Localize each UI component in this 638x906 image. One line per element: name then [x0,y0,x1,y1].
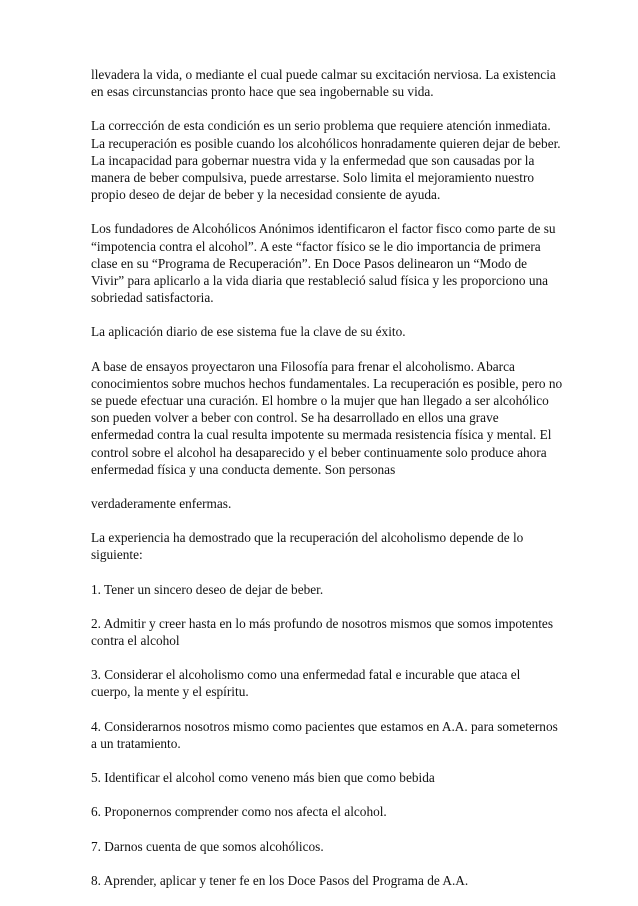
paragraph [91,769,561,786]
text-line: conocimientos sobre muchos hechos fundamentales. La recuperación es posible, pero no [91,375,563,391]
text-line: se puede efectuar una curación. El hombre o la mujer que han llegado a ser alcohólico [91,393,549,409]
paragraph [91,117,561,203]
text-line: cuerpo, la mente y el espíritu. [91,684,249,700]
paragraph [91,872,561,889]
paragraph [91,803,561,820]
text-line: manera de beber compulsiva, puede arrestarse. Solo limita el mejoramiento nuestro [91,170,535,186]
paragraph [91,495,561,512]
paragraph [91,666,561,700]
text-line: La recuperación es posible cuando los alcohólicos honradamente quieren dejar de beber. [91,135,561,151]
paragraph [91,323,561,340]
text-line: contra el alcohol [91,633,180,649]
paragraph [91,838,561,855]
text-line: 4. Considerarnos nosotros mismo como pacientes que estamos en A.A. para someternos [91,718,558,734]
paragraph [91,615,561,649]
text-line: verdaderamente enfermas. [91,496,232,512]
paragraph [91,529,561,563]
text-line: enfermedad contra la cual resulta impotente su mermada resistencia física y mental. El [91,427,552,443]
text-line: 7. Darnos cuenta de que somos alcohólicos. [91,838,324,854]
paragraph [91,581,561,598]
document-body [91,66,561,906]
text-line: La experiencia ha demostrado que la recuperación del alcoholismo depende de lo [91,530,524,546]
text-line: enfermedad física y una conducta demente. Son personas [91,461,396,477]
text-line: “impotencia contra el alcohol”. A este “factor físico se le dio importancia de primera [91,238,541,254]
text-line: Vivir” para aplicarlo a la vida diaria que restableció salud física y les proporciono una [91,273,549,289]
text-line: La incapacidad para gobernar nuestra vida y la enfermedad que son causadas por la [91,152,535,168]
text-line: en esas circunstancias pronto hace que sea ingobernable su vida. [91,84,434,100]
text-line: 2. Admitir y creer hasta en lo más profundo de nosotros mismos que somos impotentes [91,615,554,631]
text-line: 5. Identificar el alcohol como veneno más bien que como bebida [91,770,435,786]
text-line: clase en su “Programa de Recuperación”. En Doce Pasos delinearon un “Modo de [91,255,528,271]
paragraph [91,718,561,752]
paragraph [91,358,561,478]
paragraph [91,66,561,100]
text-line: La aplicación diario de ese sistema fue la clave de su éxito. [91,324,406,340]
text-line: sobriedad satisfactoria. [91,290,214,306]
text-line: 8. Aprender, aplicar y tener fe en los Doce Pasos del Programa de A.A. [91,872,469,888]
paragraph [91,220,561,306]
text-line: 1. Tener un sincero deseo de dejar de beber. [91,581,324,597]
text-line: 3. Considerar el alcoholismo como una enfermedad fatal e incurable que ataca el [91,667,521,683]
text-line: a un tratamiento. [91,735,181,751]
text-line: Los fundadores de Alcohólicos Anónimos identificaron el factor fisco como parte de su [91,221,556,237]
text-line: propio deseo de dejar de beber y la necesidad consiente de ayuda. [91,187,441,203]
text-line: La corrección de esta condición es un serio problema que requiere atención inmediata. [91,118,551,134]
text-line: son pueden volver a beber con control. Se ha desarrollado en ellos una grave [91,410,499,426]
text-line: control sobre el alcohol ha desaparecido y el beber continuamente solo produce ahora [91,444,547,460]
text-line: A base de ensayos proyectaron una Filosofía para frenar el alcoholismo. Abarca [91,358,515,374]
text-line: 6. Proponernos comprender como nos afecta el alcohol. [91,804,387,820]
text-line: llevadera la vida, o mediante el cual puede calmar su excitación nerviosa. La existencia [91,67,556,82]
text-line: siguiente: [91,547,143,563]
